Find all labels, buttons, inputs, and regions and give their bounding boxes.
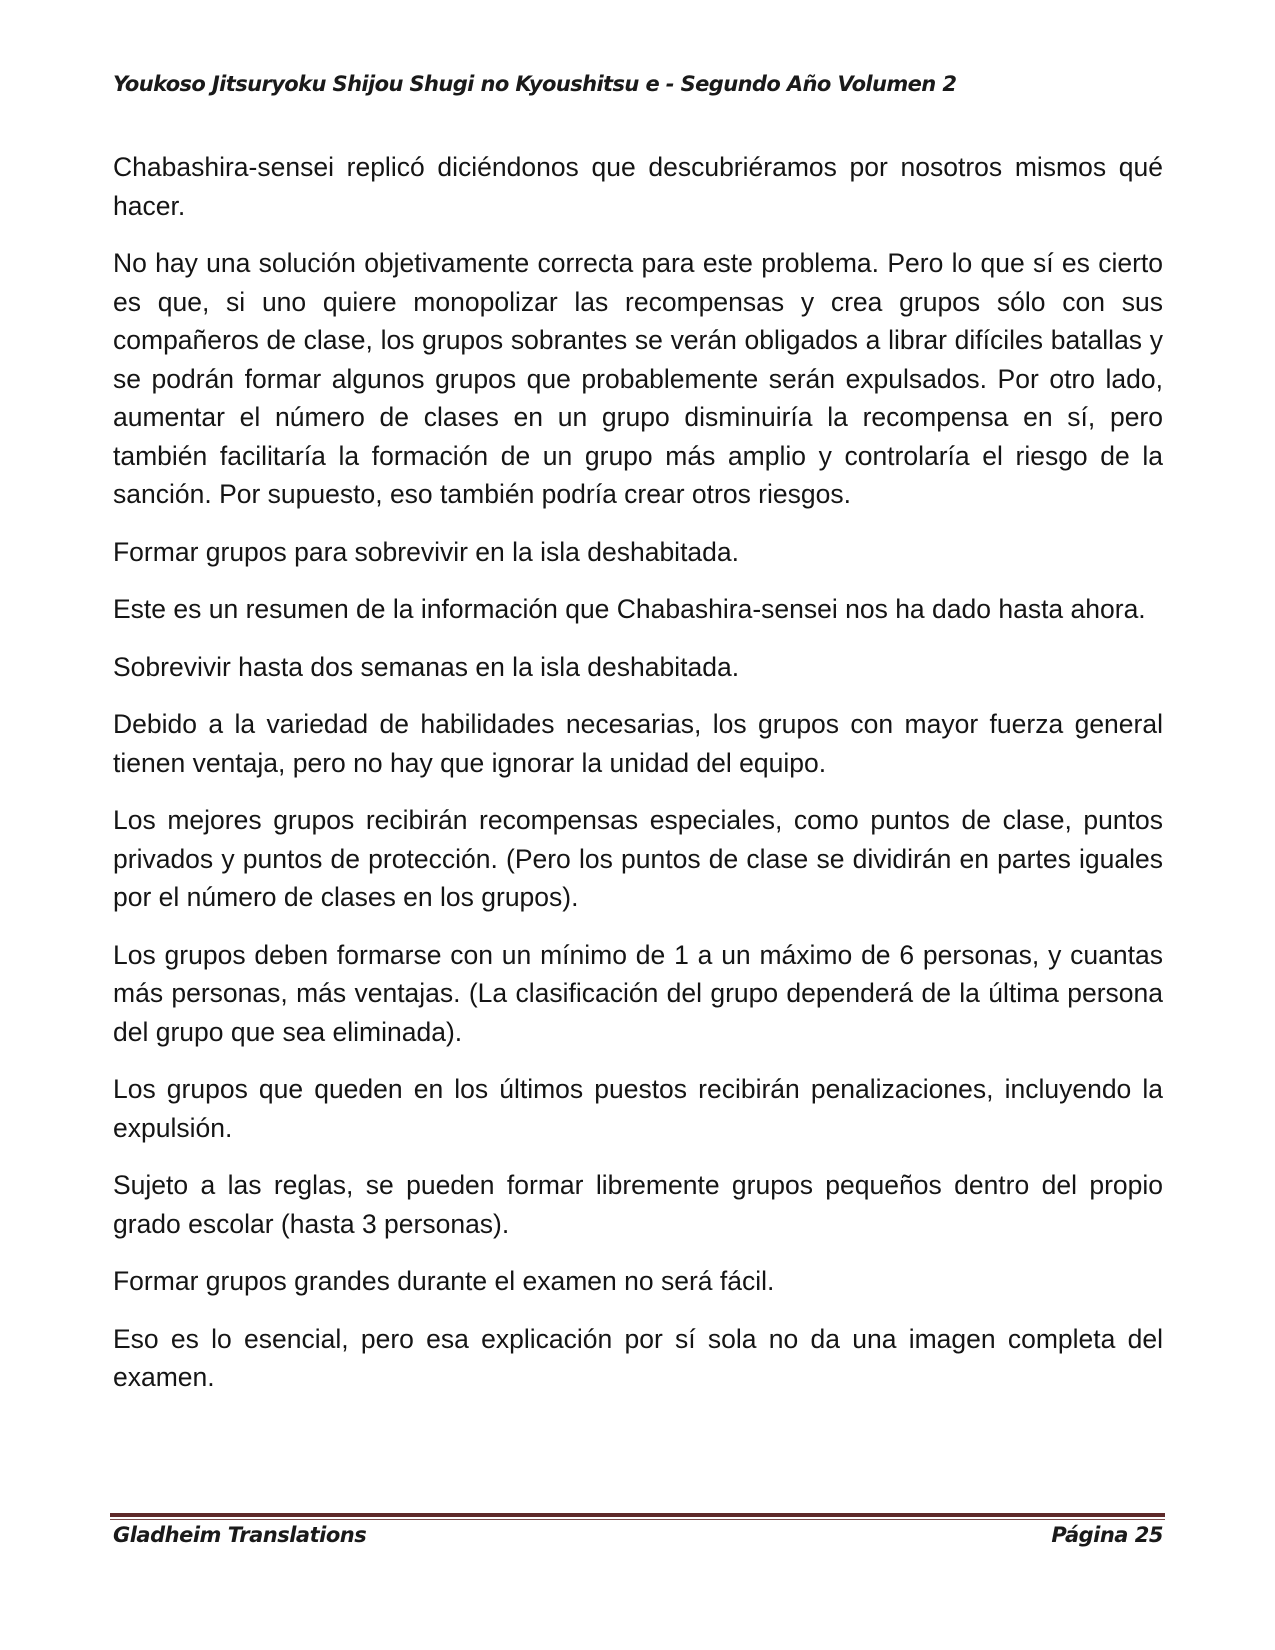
- footer-divider: [110, 1513, 1165, 1520]
- paragraph: Debido a la variedad de habilidades necesarias, los grupos con mayor fuerza general tienen ventaja, pero no hay que ignorar la unidad del equipo.: [113, 709, 1163, 778]
- paragraph: Eso es lo esencial, pero esa explicación por sí sola no da una imagen completa del examen.: [113, 1323, 1163, 1392]
- paragraph: Sujeto a las reglas, se pueden formar libremente grupos pequeños dentro del propio grado escolar (hasta 3 personas).: [113, 1170, 1163, 1239]
- paragraph: Formar grupos para sobrevivir en la isla deshabitada.: [113, 536, 740, 567]
- page-body: [113, 148, 1163, 1416]
- page-footer: [113, 1523, 1163, 1547]
- footer-page-number: Página 25: [1051, 1523, 1163, 1547]
- paragraph: Los mejores grupos recibirán recompensas especiales, como puntos de clase, puntos privados y puntos de protección. (Pero los puntos de clase se dividirán en partes iguales por el número de clases en los grupos).: [113, 805, 1163, 912]
- page-header-title: Youkoso Jitsuryoku Shijou Shugi no Kyoushitsu e - Segundo Año Volumen 2: [113, 72, 957, 96]
- paragraph: Chabashira-sensei replicó diciéndonos que descubriéramos por nosotros mismos qué hacer.: [113, 152, 1163, 221]
- paragraph: No hay una solución objetivamente correcta para este problema. Pero lo que sí es cierto es que, si uno quiere monopolizar las recompensas y crea grupos sólo con sus compañeros de clase, los grupos sobrantes se verán obligados a librar difíciles batallas y se podrán formar algunos grupos que probablemente serán expulsados. Por otro lado, aumentar el número de clases en un grupo disminuiría la recompensa en sí, pero también facilitaría la formación de un grupo más amplio y controlaría el riesgo de la sanción. Por supuesto, eso también podría crear otros riesgos.: [113, 248, 1163, 509]
- footer-translator-credit: Gladheim Translations: [113, 1523, 367, 1547]
- paragraph: Sobrevivir hasta dos semanas en la isla deshabitada.: [113, 651, 740, 682]
- paragraph: Los grupos deben formarse con un mínimo de 1 a un máximo de 6 personas, y cuantas más personas, más ventajas. (La clasificación del grupo dependerá de la última persona del grupo que sea eliminada).: [113, 939, 1163, 1047]
- footer-divider-thick: [110, 1513, 1165, 1517]
- paragraph: Este es un resumen de la información que Chabashira-sensei nos ha dado hasta ahora.: [113, 594, 1146, 624]
- footer-divider-thin: [110, 1519, 1165, 1520]
- paragraph: Los grupos que queden en los últimos puestos recibirán penalizaciones, incluyendo la expulsión.: [113, 1074, 1163, 1143]
- paragraph: Formar grupos grandes durante el examen no será fácil.: [113, 1266, 775, 1296]
